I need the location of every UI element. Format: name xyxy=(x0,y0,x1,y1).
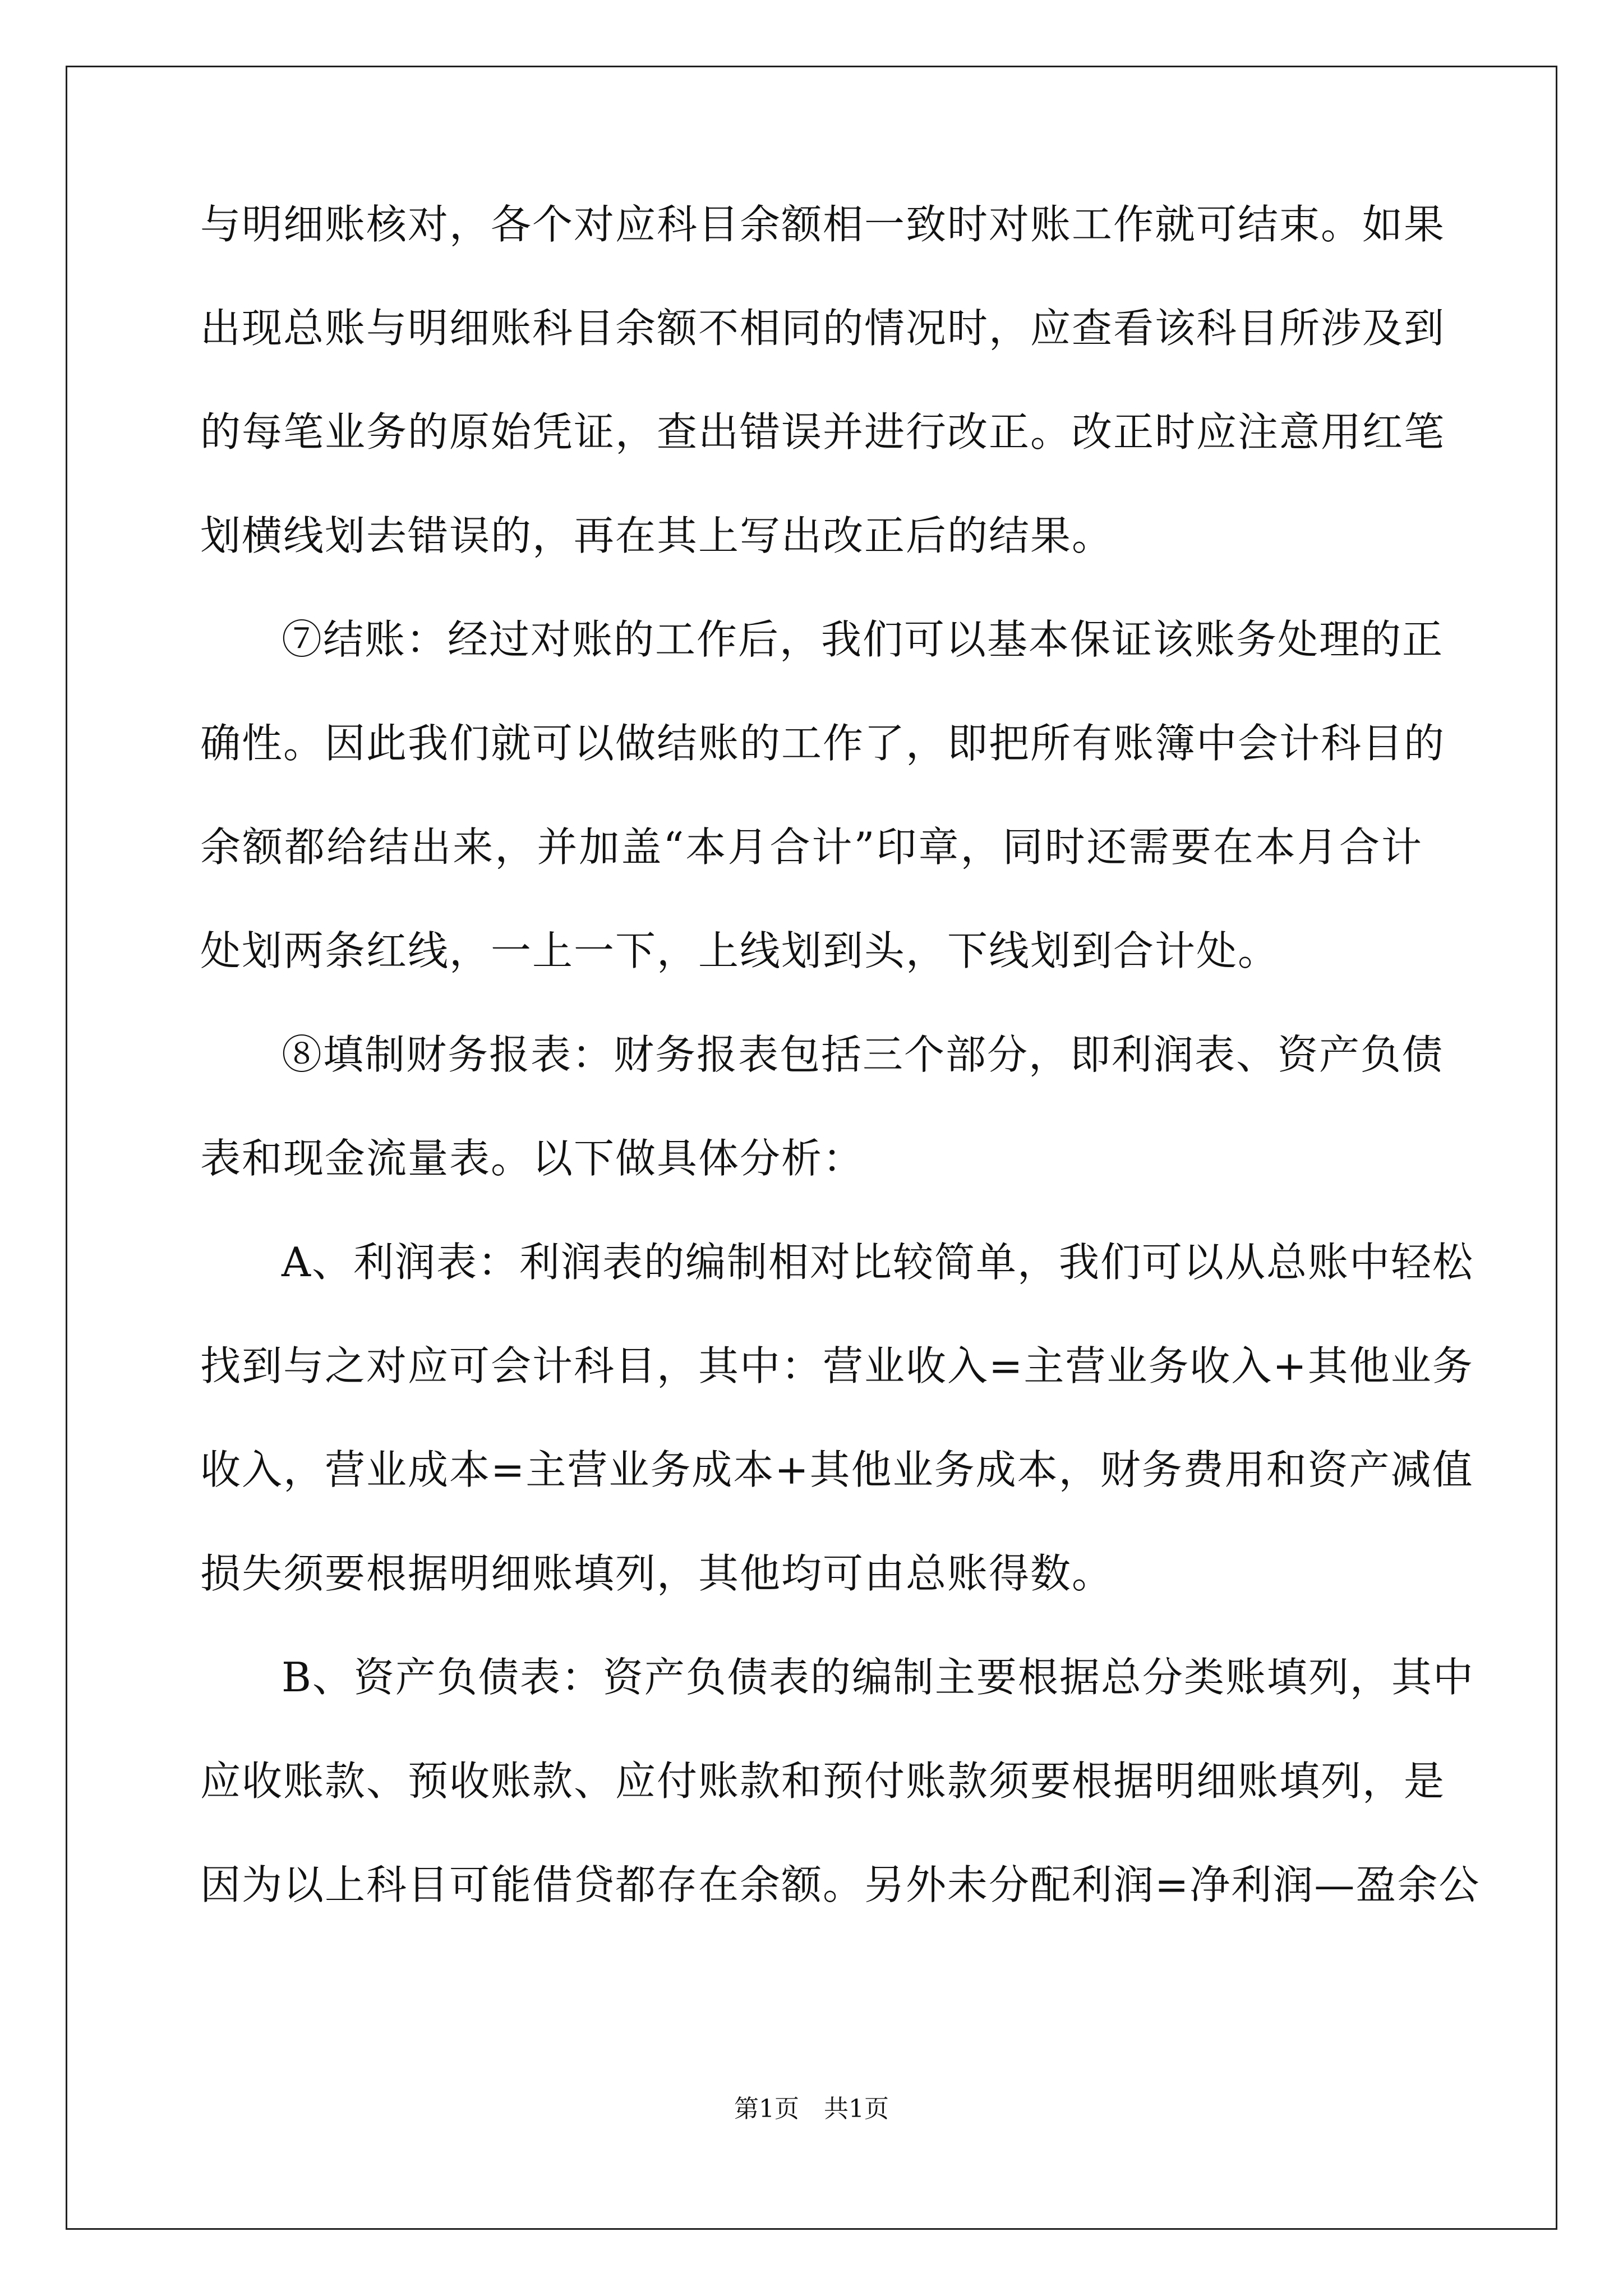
text-line: 找到与之对应可会计科目，其中：营业收入=主营业务收入+其他业务 xyxy=(200,1342,1474,1389)
paragraph-start-line: A、利润表：利润表的编制相对比较简单，我们可以从总账中轻松 xyxy=(282,1239,1474,1286)
text-line: 出现总账与明细账科目余额不相同的情况时，应查看该科目所涉及到 xyxy=(200,305,1446,352)
text-line: 处划两条红线，一上一下，上线划到头，下线划到合计处。 xyxy=(200,927,1280,974)
text-line: 确性。因此我们就可以做结账的工作了，即把所有账簿中会计科目的 xyxy=(200,720,1446,767)
page-footer: 第1页 共1页 xyxy=(734,2095,889,2123)
text-line: 收入，营业成本=主营业务成本+其他业务成本，财务费用和资产减值 xyxy=(200,1446,1474,1493)
text-line: 与明细账核对，各个对应科目余额相一致时对账工作就可结束。如果 xyxy=(200,201,1446,248)
paragraph-start-line: B、资产负债表：资产负债表的编制主要根据总分类账填列，其中 xyxy=(282,1654,1474,1701)
text-line: 余额都给结出来，并加盖“本月合计”印章，同时还需要在本月合计 xyxy=(200,823,1423,871)
text-line: 损失须要根据明细账填列，其他均可由总账得数。 xyxy=(200,1550,1114,1597)
text-line: 因为以上科目可能借贷都存在余额。另外未分配利润=净利润—盈余公 xyxy=(200,1861,1481,1908)
paragraph-start-line: ⑧填制财务报表：财务报表包括三个部分，即利润表、资产负债 xyxy=(282,1031,1444,1078)
paragraph-start-line: ⑦结账：经过对账的工作后，我们可以基本保证该账务处理的正 xyxy=(282,616,1444,663)
text-line: 的每笔业务的原始凭证，查出错误并进行改正。改正时应注意用红笔 xyxy=(200,408,1446,455)
text-line: 表和现金流量表。以下做具体分析： xyxy=(200,1135,865,1182)
text-line: 划横线划去错误的，再在其上写出改正后的结果。 xyxy=(200,512,1114,559)
text-line: 应收账款、预收账款、应付账款和预付账款须要根据明细账填列，是 xyxy=(200,1757,1446,1805)
